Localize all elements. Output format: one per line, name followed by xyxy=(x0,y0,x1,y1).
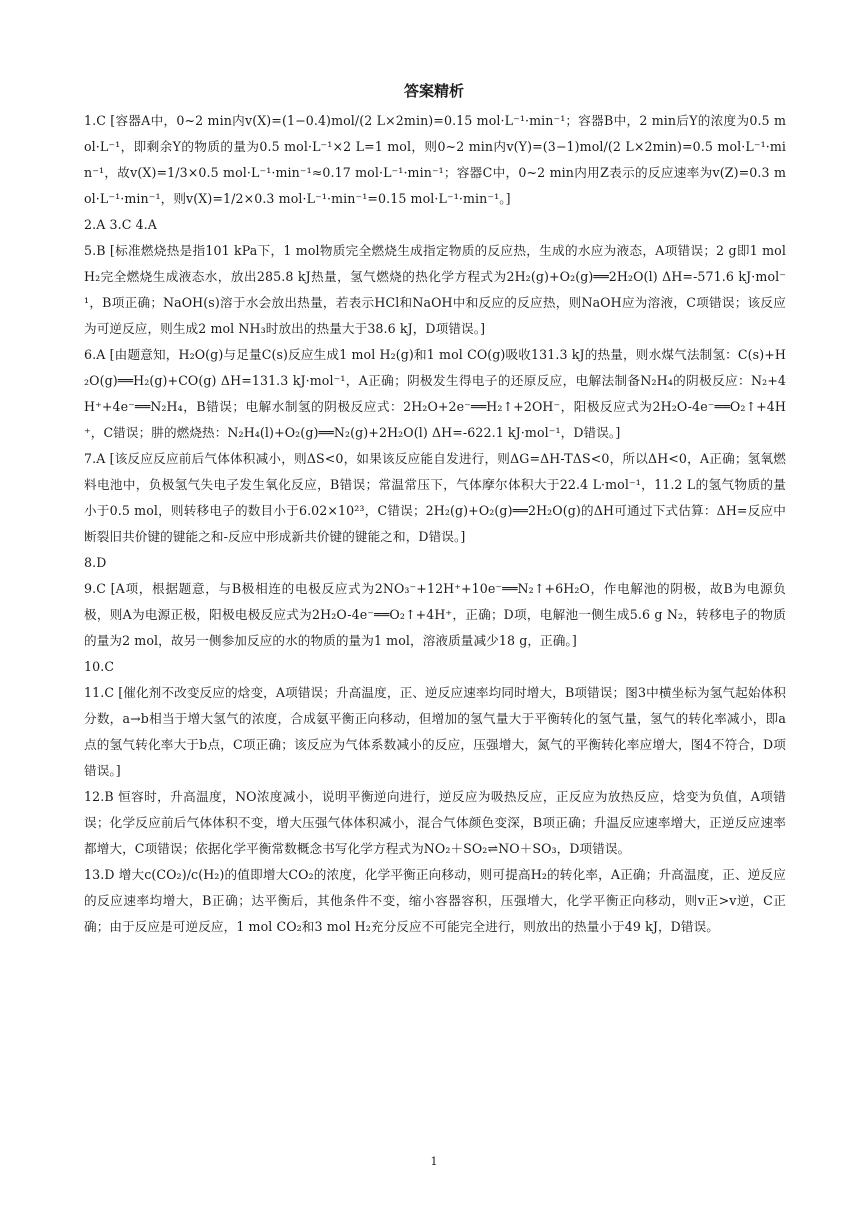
answer-item-13: 13.D 增大c(CO₂)/c(H₂)的值即增大CO₂的浓度，化学平衡正向移动，则可提高H₂的转化率，A正确；升高温度，正、逆反应的反应速率均增大，B正确；达平衡后，其他条件不变，缩小容器容积，压强增大，化学平衡正向移动，则v正>v逆，C正确；由于反应是可逆反应，1 mol CO₂和3 mol H₂充分反应不可能完全进行，则放出的热量小于49 kJ，D错误。 xyxy=(84,867,786,934)
answer-item-11: 11.C [催化剂不改变反应的焓变，A项错误；升高温度，正、逆反应速率均同时增大，B项错误；图3中横坐标为氢气起始体积分数，a→b相当于增大氢气的浓度，合成氨平衡正向移动，但增加的氢气量大于平衡转化的氢气量，氢气的转化率减小，即a点的氢气转化率大于b点，C项正确；该反应为气体系数减小的反应，压强增大，氮气的平衡转化率应增大，图4不符合，D项错误。] xyxy=(84,685,786,778)
answer-item-5: 5.B [标准燃烧热是指101 kPa下，1 mol物质完全燃烧生成指定物质的反应热，生成的水应为液态，A项错误；2 g即1 mol H₂完全燃烧生成液态水，放出285.8 kJ热量，氢气燃烧的热化学方程式为2H₂(g)+O₂(g)══2H₂O(l) ΔH=-571.6 kJ·mol⁻¹，B项正确；NaOH(s)溶于水会放出热量，若表示HCl和NaOH中和反应的反应热，则NaOH应为溶液，C项错误；该反应为可逆反应，则生成2 mol NH₃时放出的热量大于38.6 kJ，D项错误。] xyxy=(84,243,786,336)
page-title: 答案精析 xyxy=(403,82,464,100)
answer-item-1: 1.C [容器A中，0~2 min内v(X)=(1−0.4)mol/(2 L×2min)=0.15 mol·L⁻¹·min⁻¹；容器B中，2 min后Y的浓度为0.5 mol·L⁻¹，即剩余Y的物质的量为0.5 mol·L⁻¹×2 L=1 mol，则0~2 min内v(Y)=(3−1)mol/(2 L×2min)=0.5 mol·L⁻¹·min⁻¹，故v(X)=1/3×0.5 mol·L⁻¹·min⁻¹≈0.17 mol·L⁻¹·min⁻¹；容器C中，0~2 min内用Z表示的反应速率为v(Z)=0.3 mol·L⁻¹·min⁻¹，则v(X)=1/2×0.3 mol·L⁻¹·min⁻¹=0.15 mol·L⁻¹·min⁻¹。] xyxy=(84,113,786,206)
answer-item-2-4: 2.A 3.C 4.A xyxy=(84,217,157,232)
answer-item-12: 12.B 恒容时，升高温度，NO浓度减小，说明平衡逆向进行，逆反应为吸热反应，正反应为放热反应，焓变为负值，A项错误；化学反应前后气体体积不变，增大压强气体体积减小，混合气体颜色变深，B项正确；升温反应速率增大，正逆反应速率都增大，C项错误；依据化学平衡常数概念书写化学方程式为NO₂＋SO₂⇌NO＋SO₃，D项错误。 xyxy=(84,789,786,856)
answer-item-10: 10.C xyxy=(84,659,115,674)
answer-item-8: 8.D xyxy=(84,555,107,570)
page-number: 1 xyxy=(430,1155,438,1168)
answer-list xyxy=(84,108,786,940)
answer-item-9: 9.C [A项，根据题意，与B极相连的电极反应式为2NO₃⁻+12H⁺+10e⁻══N₂↑+6H₂O，作电解池的阴极，故B为电源负极，则A为电源正极，阳极电极反应式为2H₂O-4e⁻══O₂↑+4H⁺，正确；D项，电解池一侧生成5.6 g N₂，转移电子的物质的量为2 mol，故另一侧参加反应的水的物质的量为1 mol，溶液质量减少18 g，正确。] xyxy=(84,581,786,648)
answer-item-6: 6.A [由题意知，H₂O(g)与足量C(s)反应生成1 mol H₂(g)和1 mol CO(g)吸收131.3 kJ的热量，则水煤气法制氢：C(s)+H₂O(g)══H₂(g)+CO(g) ΔH=131.3 kJ·mol⁻¹，A正确；阴极发生得电子的还原反应，电解法制备N₂H₄的阴极反应：N₂+4H⁺+4e⁻══N₂H₄，B错误；电解水制氢的阴极反应式：2H₂O+2e⁻══H₂↑+2OH⁻，阳极反应式为2H₂O-4e⁻══O₂↑+4H⁺，C错误；肼的燃烧热：N₂H₄(l)+O₂(g)══N₂(g)+2H₂O(l) ΔH=-622.1 kJ·mol⁻¹，D错误。] xyxy=(84,347,786,440)
answer-item-7: 7.A [该反应反应前后气体体积减小，则ΔS<0，如果该反应能自发进行，则ΔG=ΔH-TΔS<0，所以ΔH<0，A正确；氢氧燃料电池中，负极氢气失电子发生氧化反应，B错误；常温常压下，气体摩尔体积大于22.4 L·mol⁻¹，11.2 L的氢气物质的量小于0.5 mol，则转移电子的数目小于6.02×10²³，C错误；2H₂(g)+O₂(g)══2H₂O(g)的ΔH可通过下式估算：ΔH=反应中断裂旧共价键的键能之和-反应中形成新共价键的键能之和，D错误。] xyxy=(84,451,786,544)
